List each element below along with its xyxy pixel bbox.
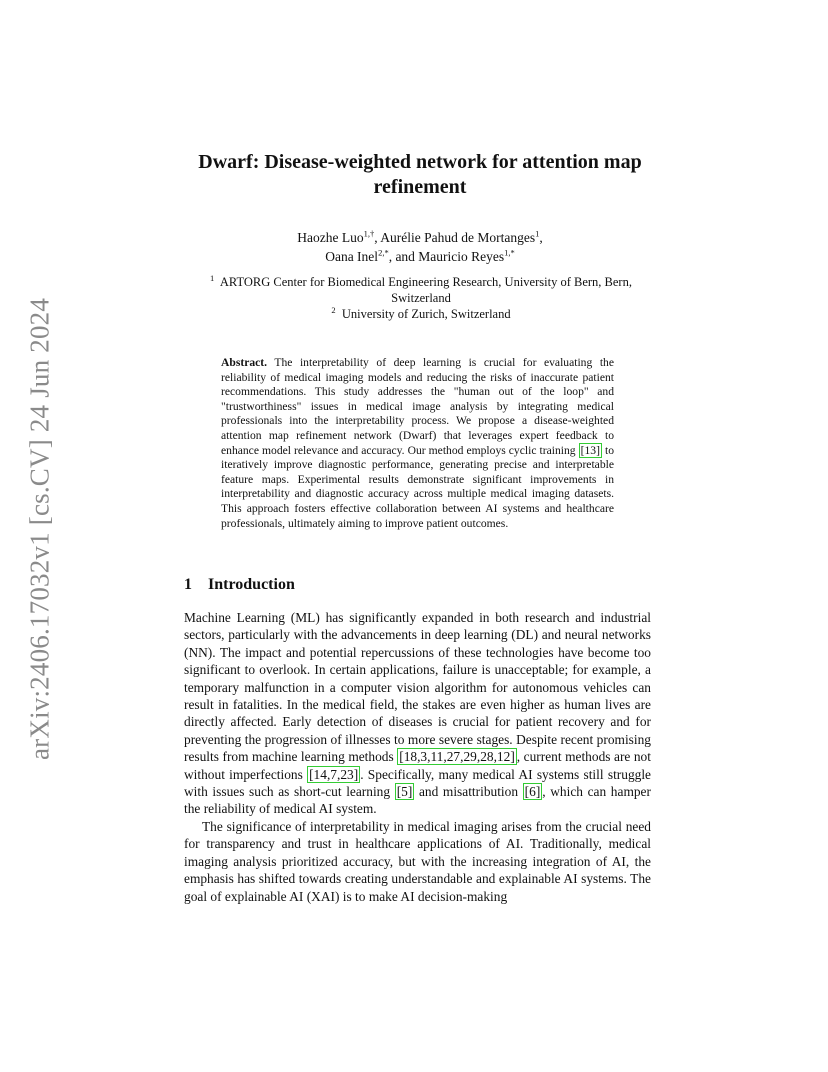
paragraph: The significance of interpretability in medical imaging arises from the crucial need for transparency and trust in healthcare applications of AI. Traditionally, medical imaging analysis prioritized accuracy, but with the increasing integration of AI, the emphasis has shifted towards creating understandable and explainable AI systems. The goal of explainable AI (XAI) is to make AI decision-making bbox=[184, 818, 651, 904]
paragraph bbox=[184, 609, 651, 818]
paragraph-text: and misattribution bbox=[418, 784, 519, 800]
section-number: 1 bbox=[184, 576, 192, 593]
author-separator: , bbox=[539, 230, 543, 245]
author-name: , Aurélie Pahud de Mortanges bbox=[374, 230, 536, 245]
abstract-text: to iteratively improve diagnostic performance, generating precise and interpretable feature maps. Experimental results demonstrate significant improvements in interpretability and diagnostic accuracy across multiple medical imaging datasets. This approach fosters effective collaboration between AI systems and healthcare professionals, ultimately aiming to improve patient outcomes. bbox=[221, 443, 615, 530]
author-name: , and Mauricio Reyes bbox=[388, 249, 505, 264]
paragraph-text: Machine Learning (ML) has significantly expanded in both research and industrial sectors, particularly with the advancements in deep learning (DL) and neural networks (NN). The impact and potential repercussions of these technologies have become too significant to overlook. In certain applications, failure is unacceptable; for example, a temporary malfunction in a computer vision algorithm for autonomous vehicles can result in fatalities. In the medical field, the stakes are even higher as human lives are directly affected. Early detection of diseases is crucial for patient recovery and for preventing the progression of illnesses to more severe stages. Despite recent promising results from machine learning methods bbox=[184, 610, 651, 765]
paragraph-text: . Specifically, many medical AI systems still struggle with issues such as short-cut learning bbox=[184, 766, 652, 800]
abstract-label: Abstract. bbox=[221, 356, 268, 369]
paper-title: Dwarf: Disease-weighted network for attention map refinement bbox=[198, 151, 642, 198]
author-superscript: 1,* bbox=[504, 247, 515, 258]
author-name: Oana Inel bbox=[325, 249, 379, 264]
author-superscript: 1,† bbox=[363, 228, 375, 239]
affiliation-text: University of Zurich, Switzerland bbox=[341, 307, 511, 321]
affiliation-number: 1 bbox=[210, 272, 215, 283]
citation-link[interactable]: [5] bbox=[396, 784, 413, 800]
author-superscript: 2,* bbox=[378, 247, 389, 258]
affiliations bbox=[186, 274, 656, 322]
author-name: Haozhe Luo bbox=[297, 230, 364, 245]
author-list bbox=[220, 228, 620, 266]
abstract bbox=[221, 356, 614, 531]
affiliation-1 bbox=[186, 274, 656, 306]
paragraph-text: , current methods are not without imperfections bbox=[184, 749, 651, 782]
affiliation-text: ARTORG Center for Biomedical Engineering Research, University of Bern, Bern, Switzerland bbox=[219, 275, 632, 305]
arxiv-identifier: arXiv:2406.17032v1 [cs.CV] 24 Jun 2024 bbox=[24, 297, 55, 760]
citation-link[interactable]: [18,3,11,27,29,28,12] bbox=[399, 749, 515, 765]
citation-link[interactable]: [14,7,23] bbox=[309, 766, 359, 782]
paragraph-text: , which can hamper the reliability of medical AI system. bbox=[184, 784, 651, 817]
section-title: Introduction bbox=[208, 576, 295, 593]
affiliation-2 bbox=[186, 306, 656, 322]
citation-link[interactable]: [13] bbox=[580, 443, 600, 457]
citation-link[interactable]: [6] bbox=[524, 784, 541, 800]
author-superscript: 1 bbox=[535, 228, 540, 239]
affiliation-number: 2 bbox=[331, 304, 336, 315]
body-text bbox=[184, 609, 651, 905]
abstract-text: The interpretability of deep learning is crucial for evaluating the reliability of medical imaging models and reducing the risks of inaccurate patient recommendations. This study addresses the "human out of the loop" and "trustworthiness" issues in medical image analysis by integrating medical professionals into the interpretability process. We propose a disease-weighted attention map refinement network (Dwarf) that leverages expert feedback to enhance model relevance and accuracy. Our method employs cyclic training bbox=[221, 356, 614, 457]
section-heading bbox=[184, 576, 295, 594]
